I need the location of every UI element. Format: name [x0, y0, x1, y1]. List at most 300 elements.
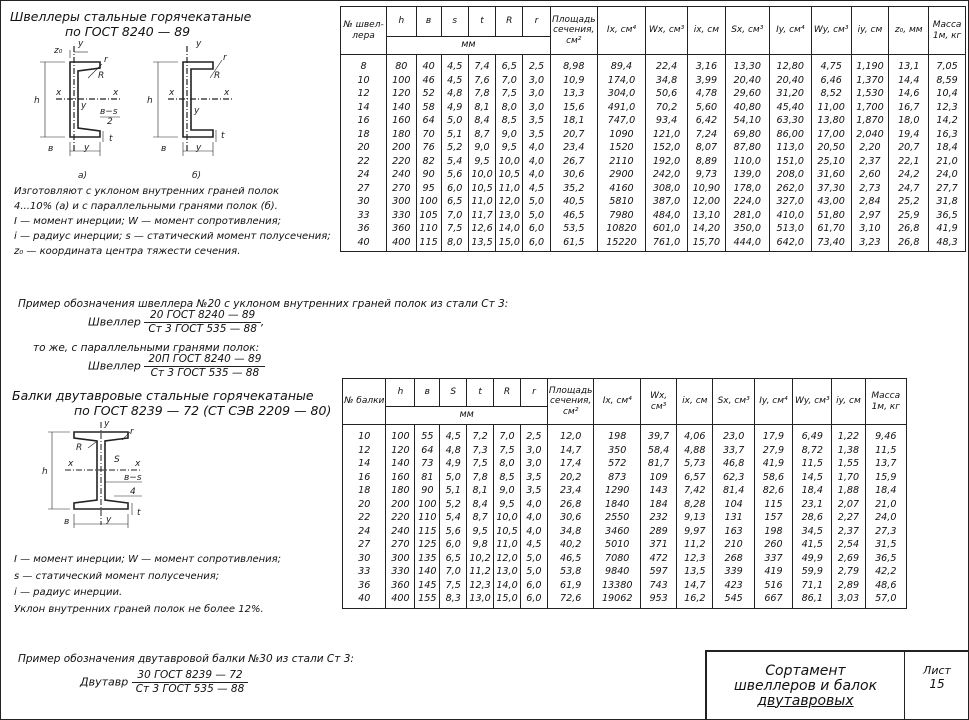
channel-table-row-cell: 61,70 — [811, 222, 851, 236]
channel-table-row-cell: 5,6 — [441, 168, 468, 182]
beam-table-row-cell: 30,6 — [547, 511, 594, 525]
svg-text:в−s: в−s — [124, 473, 142, 483]
beam-table-row-cell: 13,0 — [494, 565, 521, 579]
col-header-b: в — [416, 7, 441, 37]
channel-table-row-cell: 200 — [387, 141, 416, 155]
beam-table-row-cell: 23,4 — [547, 484, 594, 498]
beam-table-row-cell: 27 — [343, 538, 386, 552]
channel-table-row-cell: 23,4 — [550, 141, 597, 155]
channel-table-row-cell: 26,8 — [889, 236, 929, 252]
channel-table-row-cell: 2,97 — [851, 209, 889, 223]
sheet-label: Лист — [923, 664, 951, 677]
title-block — [705, 650, 969, 720]
beam-table-row — [343, 425, 907, 444]
channel-table-row-cell: 26,8 — [889, 222, 929, 236]
channel-table-row-cell: 16 — [341, 114, 387, 128]
channel-table-row-cell: 80 — [387, 55, 416, 74]
beam-table-row-cell: 15,9 — [865, 471, 906, 485]
channel-table-row-cell: 300 — [387, 195, 416, 209]
beam-table-row-cell: 9,5 — [467, 525, 494, 539]
beam-table-row — [343, 444, 907, 458]
channel-table-row-cell: 3,0 — [523, 101, 550, 115]
channel-table-row-cell: 18 — [341, 128, 387, 142]
svg-text:y: y — [106, 515, 112, 525]
channel-table-row-cell: 3,5 — [523, 114, 550, 128]
beam-col-header-s: S — [440, 379, 467, 407]
channel-table-row-cell: 178,0 — [725, 182, 769, 196]
channel-table-row-cell: 8,5 — [496, 114, 523, 128]
channel-table-row-cell: 70 — [416, 128, 441, 142]
channel-table-row — [341, 182, 966, 196]
channel-table-row-cell: 31,20 — [769, 87, 811, 101]
channel-table-row — [341, 74, 966, 88]
channel-table-row-cell: 139,0 — [725, 168, 769, 182]
channel-table-row-cell: 4,0 — [523, 141, 550, 155]
beam-table-row-cell: 5,6 — [440, 525, 467, 539]
channel-table-row-cell: 11,00 — [811, 101, 851, 115]
channel-table-row-cell: 58 — [416, 101, 441, 115]
channel-table-row-cell: 20,7 — [889, 141, 929, 155]
beam-table-row — [343, 457, 907, 471]
channels-example-2-intro: то же, с параллельными гранями полок: — [33, 342, 260, 354]
svg-text:r: r — [130, 427, 134, 437]
channel-table-row-cell: 360 — [387, 222, 416, 236]
channel-table-row-cell: 20 — [341, 141, 387, 155]
channel-table-row-cell: 70,2 — [646, 101, 688, 115]
channel-section-drawings — [10, 38, 300, 188]
beam-table-row-cell: 545 — [713, 592, 754, 608]
channel-table-row-cell: 5,0 — [523, 195, 550, 209]
channel-table-row-cell: 13,80 — [811, 114, 851, 128]
beam-table-row-cell: 260 — [754, 538, 792, 552]
channel-table-row-cell: 18,0 — [889, 114, 929, 128]
channel-table-row-cell: 10,5 — [496, 168, 523, 182]
channel-table-row-cell: 4,0 — [523, 155, 550, 169]
beam-table-row-cell: 100 — [415, 498, 440, 512]
channel-table-row-cell: 36,5 — [929, 209, 966, 223]
svg-text:в: в — [48, 144, 54, 154]
beam-table-row-cell: 14,7 — [547, 444, 594, 458]
col-header-h: h — [387, 7, 416, 37]
beam-col-header-area: Площадь сечения, см² — [547, 379, 594, 425]
beam-table-row-cell: 4,88 — [677, 444, 713, 458]
beam-table-row-cell: 5,0 — [520, 552, 547, 566]
channel-table-row-cell: 1,190 — [851, 55, 889, 74]
channel-table-row-cell: 4,5 — [441, 74, 468, 88]
channel-table-row-cell: 13,5 — [468, 236, 495, 252]
beam-table-row-cell: 22 — [343, 511, 386, 525]
channel-table-row-cell: 24,7 — [889, 182, 929, 196]
beam-table-row-cell: 100 — [386, 425, 415, 444]
beam-table-row-cell: 516 — [754, 579, 792, 593]
beam-table-row-cell: 5,0 — [440, 471, 467, 485]
channel-table-row-cell: 8,0 — [441, 236, 468, 252]
beam-table-row-cell: 18,4 — [865, 484, 906, 498]
beam-table-row-cell: 8,1 — [467, 484, 494, 498]
beam-table-row-cell: 4,8 — [440, 444, 467, 458]
beam-table-row-cell: 33,7 — [713, 444, 754, 458]
beam-table-row-cell: 400 — [386, 592, 415, 608]
channel-table-row-cell: 14 — [341, 101, 387, 115]
beam-table-row-cell: 7,42 — [677, 484, 713, 498]
channel-table-row-cell: 7,6 — [468, 74, 495, 88]
channels-note-4: i — радиус инерции; s — статический момент полусечения; — [14, 231, 331, 242]
channel-table-row-cell: 19,4 — [889, 128, 929, 142]
channel-table-row-cell: 8 — [341, 55, 387, 74]
beam-table-row-cell: 4,06 — [677, 425, 713, 444]
svg-text:h: h — [147, 96, 153, 106]
beam-table-row-cell: 9,5 — [494, 498, 521, 512]
channel-table-row-cell: 40,80 — [725, 101, 769, 115]
channel-table-row-cell: 5,1 — [441, 128, 468, 142]
example-2-numerator: 20П ГОСТ 8240 — 89 — [144, 353, 265, 367]
channel-table-row-cell: 152,0 — [646, 141, 688, 155]
channel-table-row-cell: 6,0 — [441, 182, 468, 196]
beam-table-row-cell: 109 — [641, 471, 677, 485]
svg-text:R: R — [98, 71, 105, 81]
beams-title-line2: по ГОСТ 8239 — 72 (СТ СЭВ 2209 — 80) — [74, 403, 332, 418]
beam-table-row-cell: 14,5 — [793, 471, 832, 485]
beam-table-row-cell: 300 — [386, 552, 415, 566]
beam-table-row-cell: 12,3 — [467, 579, 494, 593]
channel-table-row-cell: 8,0 — [496, 101, 523, 115]
channel-table-row-cell: 151,0 — [769, 155, 811, 169]
beam-table-row-cell: 115 — [754, 498, 792, 512]
channel-table-row-cell: 27,7 — [929, 182, 966, 196]
channel-table-row-cell: 330 — [387, 209, 416, 223]
beam-table-row-cell: 13380 — [594, 579, 641, 593]
channel-table-row-cell: 10,0 — [496, 155, 523, 169]
beam-table-row — [343, 511, 907, 525]
beam-table-row-cell: 71,1 — [793, 579, 832, 593]
beam-table-row-cell: 64 — [415, 444, 440, 458]
beam-table-row — [343, 498, 907, 512]
channel-table-row-cell: 18,1 — [550, 114, 597, 128]
channels-title — [10, 9, 330, 39]
channel-table-row-cell: 16,3 — [929, 128, 966, 142]
channel-table-row-cell: 41,9 — [929, 222, 966, 236]
channel-table-row-cell: 10820 — [597, 222, 645, 236]
svg-text:R: R — [214, 71, 221, 81]
beam-table-row-cell: 90 — [415, 484, 440, 498]
svg-text:x: x — [169, 88, 175, 98]
svg-text:R: R — [76, 443, 83, 453]
beam-table-row-cell: 330 — [386, 565, 415, 579]
beam-table-row-cell: 33 — [343, 565, 386, 579]
channel-table-row-cell: 3,99 — [688, 74, 726, 88]
beam-table-row-cell: 4,5 — [520, 538, 547, 552]
channel-table-row-cell: 110,0 — [725, 155, 769, 169]
beam-table-row-cell: 873 — [594, 471, 641, 485]
channel-table-row — [341, 209, 966, 223]
channel-table-row-cell: 747,0 — [597, 114, 645, 128]
figure-b-label: б) — [192, 171, 202, 181]
col-header-Wx: Wx, см³ — [646, 7, 688, 55]
channel-table-row-cell: 10,4 — [929, 87, 966, 101]
title-block-line3: двутавровых — [757, 692, 854, 709]
example-1-numerator: 20 ГОСТ 8240 — 89 — [144, 309, 261, 323]
beam-table-row-cell: 9,8 — [467, 538, 494, 552]
beam-table-row-cell: 40 — [343, 592, 386, 608]
beam-table-row-cell: 198 — [594, 425, 641, 444]
beam-table-row-cell: 220 — [386, 511, 415, 525]
beam-table-row-cell: 1,88 — [832, 484, 865, 498]
beam-table-row-cell: 82,6 — [754, 484, 792, 498]
channel-table-row-cell: 10,0 — [468, 168, 495, 182]
beam-table-row-cell: 8,0 — [494, 457, 521, 471]
title-block-line2: швеллеров и балок — [733, 677, 878, 694]
beam-table-row-cell: 4,9 — [440, 457, 467, 471]
beams-note-1: I — момент инерции; W — момент сопротивления; — [14, 554, 282, 565]
beam-table-row-cell: 180 — [386, 484, 415, 498]
col-header-s: s — [441, 7, 468, 37]
channel-table-row-cell: 100 — [387, 74, 416, 88]
channel-table-row-cell: 30,6 — [550, 168, 597, 182]
channel-table-row-cell: 36 — [341, 222, 387, 236]
col-header-Sx: Sx, см³ — [725, 7, 769, 55]
channel-table-row-cell: 15,6 — [550, 101, 597, 115]
channel-table-row-cell: 5,0 — [523, 209, 550, 223]
beam-table-row-cell: 240 — [386, 525, 415, 539]
title-block-name — [707, 652, 905, 720]
channel-table-row-cell: 400 — [387, 236, 416, 252]
beam-table-row-cell: 61,9 — [547, 579, 594, 593]
channel-table-row-cell: 8,7 — [468, 128, 495, 142]
channel-table-row-cell: 7,0 — [496, 74, 523, 88]
beam-table-row-cell: 11,2 — [467, 565, 494, 579]
channel-table-row-cell: 33 — [341, 209, 387, 223]
channel-table-row-cell: 16,7 — [889, 101, 929, 115]
beam-table-row-cell: 115 — [415, 525, 440, 539]
beam-table-row-cell: 28,6 — [793, 511, 832, 525]
channel-table-row-cell: 174,0 — [597, 74, 645, 88]
beam-table-row-cell: 12,3 — [677, 552, 713, 566]
channel-table-row-cell: 25,9 — [889, 209, 929, 223]
channel-table-row-cell: 8,4 — [468, 114, 495, 128]
beam-table-row-cell: 953 — [641, 592, 677, 608]
channel-table-row-cell: 2,84 — [851, 195, 889, 209]
channel-table-row-cell: 15,70 — [688, 236, 726, 252]
beam-table-row-cell: 9,0 — [494, 484, 521, 498]
svg-text:S: S — [114, 455, 120, 465]
beam-table-row-cell: 4,0 — [520, 498, 547, 512]
beam-table-row-cell: 131 — [713, 511, 754, 525]
channel-table-row-cell: 3,23 — [851, 236, 889, 252]
beam-table-row-cell: 160 — [386, 471, 415, 485]
beam-col-header-iy: iy, см — [832, 379, 865, 425]
beam-table-row-cell: 27,3 — [865, 525, 906, 539]
beam-table-row-cell: 46,8 — [713, 457, 754, 471]
channel-table-row-cell: 22,4 — [646, 55, 688, 74]
beams-title — [12, 388, 342, 418]
beam-table-row-cell: 8,5 — [494, 471, 521, 485]
channel-table-row-cell: 2,60 — [851, 168, 889, 182]
channel-table-row — [341, 222, 966, 236]
channel-table-row-cell: 73,40 — [811, 236, 851, 252]
beam-table-row-cell: 6,0 — [440, 538, 467, 552]
channel-table-row-cell: 7,8 — [468, 87, 495, 101]
channel-table-row-cell: 4,78 — [688, 87, 726, 101]
channel-table-row-cell: 8,59 — [929, 74, 966, 88]
beam-table-row-cell: 5,0 — [520, 565, 547, 579]
channel-table-row-cell: 1,530 — [851, 87, 889, 101]
beam-table-row-cell: 7080 — [594, 552, 641, 566]
beam-table-row-cell: 163 — [713, 525, 754, 539]
channels-note-1: Изготовляют с уклоном внутренних граней полок — [14, 186, 280, 197]
channel-table-row-cell: 262,0 — [769, 182, 811, 196]
beam-col-header-Iy: Iy, см⁴ — [754, 379, 792, 425]
beam-table-row-cell: 7,2 — [467, 425, 494, 444]
channel-table-row-cell: 53,5 — [550, 222, 597, 236]
channel-table-row-cell: 10,90 — [688, 182, 726, 196]
channel-table-row-cell: 15,0 — [496, 236, 523, 252]
svg-text:r: r — [104, 55, 108, 65]
example-2-fraction — [144, 353, 265, 380]
beam-table-row-cell: 104 — [713, 498, 754, 512]
beam-table-row-cell: 1290 — [594, 484, 641, 498]
col-header-r: r — [523, 7, 550, 37]
channel-table-row-cell: 76 — [416, 141, 441, 155]
beam-table-row-cell: 10,0 — [494, 511, 521, 525]
beam-table-row-cell: 1,55 — [832, 457, 865, 471]
beam-table-row-cell: 72,6 — [547, 592, 594, 608]
beam-table-row-cell: 13,7 — [865, 457, 906, 471]
beam-table-row-cell: 289 — [641, 525, 677, 539]
channel-table-row-cell: 31,60 — [811, 168, 851, 182]
beam-table-row-cell: 23,0 — [713, 425, 754, 444]
channel-table-row-cell: 110 — [416, 222, 441, 236]
beam-table-row-cell: 667 — [754, 592, 792, 608]
channel-table-row-cell: 2,20 — [851, 141, 889, 155]
beam-table-row-cell: 472 — [641, 552, 677, 566]
channel-table-row-cell: 2,5 — [523, 55, 550, 74]
beam-table-row-cell: 17,4 — [547, 457, 594, 471]
channel-table-row-cell: 4,9 — [441, 101, 468, 115]
channel-table-row-cell: 12,00 — [688, 195, 726, 209]
channel-table-row-cell: 22 — [341, 155, 387, 169]
channel-table-row-cell: 46,5 — [550, 209, 597, 223]
channel-table-row — [341, 141, 966, 155]
beam-col-header-Wx: Wx, см³ — [641, 379, 677, 425]
beam-table-row-cell: 48,6 — [865, 579, 906, 593]
example-2-word: Швеллер — [88, 359, 141, 373]
channel-table-row-cell: 89,4 — [597, 55, 645, 74]
svg-text:h: h — [34, 96, 40, 106]
channel-table-row-cell: 5,4 — [441, 155, 468, 169]
beam-table-row-cell: 371 — [641, 538, 677, 552]
beam-table-row-cell: 14,0 — [494, 579, 521, 593]
example-1-fraction — [144, 309, 261, 336]
channel-table-row-cell: 115 — [416, 236, 441, 252]
channel-table-row-cell: 4160 — [597, 182, 645, 196]
beam-table-row-cell: 24 — [343, 525, 386, 539]
beam-table-row-cell: 20 — [343, 498, 386, 512]
channel-table-row-cell: 82 — [416, 155, 441, 169]
beam-col-header-b: в — [415, 379, 440, 407]
channel-table-row-cell: 30 — [341, 195, 387, 209]
beam-table-row-cell: 62,3 — [713, 471, 754, 485]
beam-table-row-cell: 2,69 — [832, 552, 865, 566]
beam-table-row-cell: 4,0 — [520, 525, 547, 539]
beam-table-row — [343, 592, 907, 608]
beam-table-row-cell: 36 — [343, 579, 386, 593]
beam-table-row-cell: 3,5 — [520, 471, 547, 485]
channel-table-row-cell: 6,0 — [523, 236, 550, 252]
beam-table-row-cell: 42,2 — [865, 565, 906, 579]
channel-table-row-cell: 95 — [416, 182, 441, 196]
beam-table-row-cell: 6,0 — [520, 579, 547, 593]
beam-table-row-cell: 1,70 — [832, 471, 865, 485]
channel-table-row-cell: 7,5 — [496, 87, 523, 101]
beam-table-row-cell: 423 — [713, 579, 754, 593]
beam-table-row-cell: 572 — [594, 457, 641, 471]
beams-note-4: Уклон внутренних граней полок не более 12%. — [14, 603, 264, 615]
svg-text:x: x — [68, 459, 74, 469]
channel-table-row-cell: 12,3 — [929, 101, 966, 115]
channel-table-row — [341, 168, 966, 182]
beam-table-row-cell: 40,2 — [547, 538, 594, 552]
svg-text:t: t — [221, 131, 225, 141]
beam-table-row-cell: 58,6 — [754, 471, 792, 485]
svg-text:y: y — [194, 106, 200, 116]
channel-table-row-cell: 9,0 — [496, 128, 523, 142]
beam-table-row-cell: 46,5 — [547, 552, 594, 566]
beam-table-row-cell: 26,8 — [547, 498, 594, 512]
beam-table-row-cell: 34,5 — [793, 525, 832, 539]
beam-table-row-cell: 6,49 — [793, 425, 832, 444]
channel-table-row-cell: 1,870 — [851, 114, 889, 128]
beam-table-row-cell: 3,03 — [832, 592, 865, 608]
beam-col-header-unit-mm: мм — [386, 407, 547, 425]
beam-table-row-cell: 135 — [415, 552, 440, 566]
beam-table-row-cell: 9840 — [594, 565, 641, 579]
channel-table-row-cell: 5,0 — [441, 114, 468, 128]
channel-table-row-cell: 24,2 — [889, 168, 929, 182]
channel-table-row-cell: 15220 — [597, 236, 645, 252]
col-header-z0: z₀, мм — [889, 7, 929, 55]
beam-table-row — [343, 552, 907, 566]
beam-table-row-cell: 6,0 — [520, 592, 547, 608]
channel-table-row-cell: 37,30 — [811, 182, 851, 196]
channel-table-row-cell: 10,5 — [468, 182, 495, 196]
beam-table-row-cell: 57,0 — [865, 592, 906, 608]
beam-table-row-cell: 597 — [641, 565, 677, 579]
channel-table-row-cell: 46 — [416, 74, 441, 88]
beam-table-row — [343, 471, 907, 485]
example-2-denominator: Ст 3 ГОСТ 535 — 88 — [150, 367, 260, 379]
channel-table-row-cell: 6,5 — [441, 195, 468, 209]
col-header-R: R — [496, 7, 523, 37]
example-1-tail: , — [260, 315, 265, 329]
channel-table-row-cell: 8,89 — [688, 155, 726, 169]
channel-table-row-cell: 64 — [416, 114, 441, 128]
channels-table-body — [341, 55, 966, 252]
beam-table-row-cell: 59,9 — [793, 565, 832, 579]
channel-table-row-cell: 11,0 — [468, 195, 495, 209]
channel-table-row-cell: 100 — [416, 195, 441, 209]
channel-table-row-cell: 642,0 — [769, 236, 811, 252]
channel-table-row-cell: 3,5 — [523, 128, 550, 142]
col-header-area: Площадь сечения, см² — [550, 7, 597, 55]
channel-table-row-cell: 2,37 — [851, 155, 889, 169]
beam-table-row — [343, 525, 907, 539]
channels-note-2: 4...10% (а) и с параллельными гранями полок (б). — [14, 201, 278, 212]
beam-table-row-cell: 3,0 — [520, 457, 547, 471]
beam-table-row-cell: 14,7 — [677, 579, 713, 593]
channel-table-row-cell: 13,10 — [688, 209, 726, 223]
sheet-number: 15 — [929, 677, 945, 691]
beam-table-row-cell: 8,72 — [793, 444, 832, 458]
